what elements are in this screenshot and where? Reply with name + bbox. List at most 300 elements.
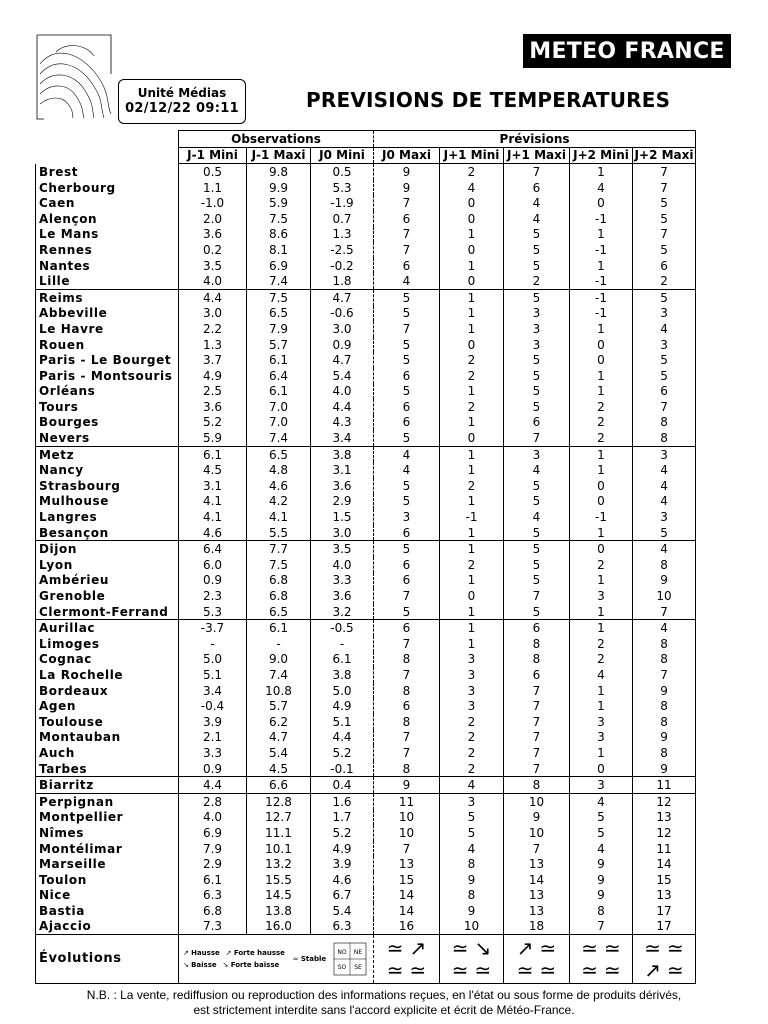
- temperature-cell: 5.1: [179, 667, 247, 683]
- temperature-cell: 6: [504, 667, 570, 683]
- temperature-cell: 4: [374, 273, 440, 289]
- temperature-cell: 2: [440, 730, 504, 746]
- temperature-cell: 1: [440, 494, 504, 510]
- table-row: [36, 211, 696, 227]
- unit-info-box: [118, 79, 246, 124]
- temperature-cell: 7.5: [247, 289, 311, 305]
- temperature-cell: 2: [440, 399, 504, 415]
- temperature-cell: 8: [374, 652, 440, 668]
- table-row: [36, 462, 696, 478]
- temperature-cell: 5.3: [179, 604, 247, 620]
- city-name: Nîmes: [36, 825, 179, 841]
- temperature-cell: 4.0: [179, 810, 247, 826]
- temperature-cell: 7: [374, 745, 440, 761]
- temperature-cell: 1: [440, 384, 504, 400]
- temperature-cell: 10: [633, 588, 696, 604]
- temperature-cell: 13: [504, 888, 570, 904]
- table-row: [36, 872, 696, 888]
- temperature-cell: 6.3: [179, 888, 247, 904]
- temperature-cell: 4: [440, 841, 504, 857]
- temperature-cell: 4.6: [179, 525, 247, 541]
- city-name: Nancy: [36, 462, 179, 478]
- temperature-cell: 2: [440, 478, 504, 494]
- temperature-cell: -0.6: [311, 306, 374, 322]
- temperature-cell: 12: [633, 825, 696, 841]
- temperature-cell: 5: [440, 810, 504, 826]
- temperature-cell: 3.0: [311, 525, 374, 541]
- temperature-cell: 5.1: [311, 714, 374, 730]
- temperature-cell: 3: [633, 509, 696, 525]
- temperature-cell: -3.7: [179, 620, 247, 636]
- temperature-cell: 6: [374, 399, 440, 415]
- temperature-cell: 5: [504, 557, 570, 573]
- temperature-cell: -1: [570, 211, 633, 227]
- temperature-cell: 0: [440, 337, 504, 353]
- evolution-trend-icon: ≃: [386, 936, 404, 961]
- table-row: [36, 446, 696, 462]
- temperature-cell: 4: [570, 667, 633, 683]
- temperature-cell: 3.5: [179, 258, 247, 274]
- city-name: Dijon: [36, 541, 179, 557]
- column-header: J0 Maxi: [374, 147, 440, 164]
- temperature-cell: 2.8: [179, 793, 247, 809]
- temperature-cell: 4: [504, 509, 570, 525]
- temperature-cell: 3: [570, 730, 633, 746]
- temperature-cell: 4.4: [311, 399, 374, 415]
- table-row: [36, 620, 696, 636]
- temperature-cell: -0.4: [179, 698, 247, 714]
- column-header: J+1 Maxi: [504, 147, 570, 164]
- temperature-cell: 13: [504, 856, 570, 872]
- table-row: [36, 195, 696, 211]
- table-row: [36, 588, 696, 604]
- evolution-trend-icon: ↗: [644, 958, 662, 983]
- temperature-cell: 13: [633, 888, 696, 904]
- group-header-previsions: Prévisions: [374, 131, 696, 148]
- temperature-cell: 3.9: [179, 714, 247, 730]
- temperature-cell: 1: [440, 525, 504, 541]
- temperature-cell: 7.9: [247, 321, 311, 337]
- temperature-cell: 3.1: [311, 462, 374, 478]
- group-header-observations: Observations: [179, 131, 374, 148]
- temperature-cell: 4: [633, 478, 696, 494]
- temperature-cell: 13.2: [247, 856, 311, 872]
- temperature-cell: 0: [570, 541, 633, 557]
- evolution-trend-icon: ≃: [516, 958, 534, 983]
- temperature-cell: 6.8: [247, 573, 311, 589]
- temperature-cell: 13.8: [247, 903, 311, 919]
- temperature-cell: 5: [374, 306, 440, 322]
- temperature-cell: 6.4: [247, 368, 311, 384]
- temperature-cell: 1: [440, 446, 504, 462]
- column-header: J-1 Maxi: [247, 147, 311, 164]
- table-row: [36, 683, 696, 699]
- page-title: PREVISIONS DE TEMPERATURES: [306, 88, 671, 112]
- temperature-cell: 5: [504, 399, 570, 415]
- table-row: [36, 793, 696, 809]
- city-name: Montélimar: [36, 841, 179, 857]
- temperature-cell: 6.0: [179, 557, 247, 573]
- temperature-cell: 3.8: [311, 446, 374, 462]
- temperature-cell: 5.0: [311, 683, 374, 699]
- temperature-cell: -: [311, 636, 374, 652]
- temperature-cell: 1: [570, 321, 633, 337]
- temperature-cell: -1: [570, 509, 633, 525]
- evolution-trend-icon: ≃: [604, 936, 621, 961]
- table-row: [36, 478, 696, 494]
- temperature-cell: 3: [570, 588, 633, 604]
- city-name: Alençon: [36, 211, 179, 227]
- column-header: J+2 Maxi: [633, 147, 696, 164]
- table-row: [36, 730, 696, 746]
- city-name: Besançon: [36, 525, 179, 541]
- city-name: Clermont-Ferrand: [36, 604, 179, 620]
- temperature-cell: 1: [440, 306, 504, 322]
- temperature-cell: 5: [504, 478, 570, 494]
- temperature-cell: 0.4: [311, 777, 374, 794]
- temperature-cell: 6: [374, 415, 440, 431]
- temperature-cell: 1: [440, 462, 504, 478]
- temperature-cell: 14: [374, 888, 440, 904]
- temperature-cell: 7: [374, 227, 440, 243]
- temperature-cell: 12.7: [247, 810, 311, 826]
- temperature-cell: 4.0: [179, 273, 247, 289]
- evolution-trend-icon: ≃: [386, 958, 404, 983]
- table-row: [36, 525, 696, 541]
- temperature-cell: 15: [633, 872, 696, 888]
- temperature-cell: 0: [440, 242, 504, 258]
- evolution-trend-icon: ≃: [409, 958, 427, 983]
- city-name: Abbeville: [36, 306, 179, 322]
- temperature-cell: 4: [633, 620, 696, 636]
- temperature-cell: 5: [374, 430, 440, 446]
- temperature-cell: 6.1: [311, 652, 374, 668]
- temperature-cell: 3: [633, 306, 696, 322]
- temperature-cell: 7: [633, 164, 696, 180]
- temperature-cell: 4.4: [179, 777, 247, 794]
- temperature-cell: 7.9: [179, 841, 247, 857]
- evolution-trend-icon: ↗: [516, 936, 534, 961]
- temperature-cell: 14: [504, 872, 570, 888]
- temperature-cell: 2: [440, 761, 504, 777]
- temperature-cell: 3.4: [179, 683, 247, 699]
- temperature-cell: 2.9: [179, 856, 247, 872]
- temperature-cell: -0.1: [311, 761, 374, 777]
- temperature-cell: 3: [374, 509, 440, 525]
- table-row: [36, 604, 696, 620]
- temperature-cell: 4.0: [311, 557, 374, 573]
- temperature-cell: 4: [374, 462, 440, 478]
- temperature-cell: 7: [504, 698, 570, 714]
- temperature-cell: 3.6: [179, 227, 247, 243]
- temperature-cell: 3.3: [179, 745, 247, 761]
- temperature-cell: 1.1: [179, 180, 247, 196]
- temperature-cell: 14: [374, 903, 440, 919]
- temperature-cell: 4: [440, 777, 504, 794]
- temperature-cell: 8: [570, 903, 633, 919]
- temperature-cell: 7: [504, 714, 570, 730]
- temperature-cell: 6.8: [247, 588, 311, 604]
- temperature-cell: 4: [570, 793, 633, 809]
- temperature-cell: 3: [504, 321, 570, 337]
- table-row: [36, 573, 696, 589]
- temperature-cell: 1: [570, 462, 633, 478]
- city-name: Nevers: [36, 430, 179, 446]
- temperature-cell: 7: [374, 242, 440, 258]
- temperature-cell: 1: [440, 620, 504, 636]
- temperature-cell: 7.5: [247, 557, 311, 573]
- temperature-cell: 1: [440, 258, 504, 274]
- city-name: Lyon: [36, 557, 179, 573]
- table-row: [36, 777, 696, 794]
- temperature-cell: 2: [440, 352, 504, 368]
- temperature-cell: 8: [504, 777, 570, 794]
- temperature-cell: -2.5: [311, 242, 374, 258]
- city-name: Tarbes: [36, 761, 179, 777]
- temperature-cell: 4: [570, 841, 633, 857]
- temperature-cell: 10: [374, 810, 440, 826]
- table-row: [36, 541, 696, 557]
- temperature-cell: 6.5: [247, 446, 311, 462]
- city-name: Toulon: [36, 872, 179, 888]
- temperature-cell: 7: [504, 761, 570, 777]
- temperature-cell: 7.5: [247, 211, 311, 227]
- temperature-cell: 7: [374, 841, 440, 857]
- temperature-cell: 6: [374, 557, 440, 573]
- temperature-cell: 5: [440, 825, 504, 841]
- temperature-cell: 3.5: [311, 541, 374, 557]
- temperature-cell: 4.3: [311, 415, 374, 431]
- temperature-cell: -1.9: [311, 195, 374, 211]
- evolution-trend-icon: ≃: [604, 958, 621, 983]
- city-name: Nantes: [36, 258, 179, 274]
- temperature-cell: 9: [633, 573, 696, 589]
- temperature-cell: 6.5: [247, 306, 311, 322]
- temperature-cell: 3.6: [311, 478, 374, 494]
- temperature-cell: -1: [570, 242, 633, 258]
- temperature-cell: 9: [633, 761, 696, 777]
- evolution-trend-icon: ≃: [539, 958, 557, 983]
- temperature-cell: 2: [570, 415, 633, 431]
- city-name: Cherbourg: [36, 180, 179, 196]
- temperature-cell: 7.4: [247, 667, 311, 683]
- temperature-cell: 7: [570, 919, 633, 935]
- temperature-cell: 7: [504, 683, 570, 699]
- temperature-cell: 18: [504, 919, 570, 935]
- evolution-trend-icon: ≃: [474, 958, 492, 983]
- temperature-cell: 5: [504, 541, 570, 557]
- table-row: [36, 888, 696, 904]
- city-name: Biarritz: [36, 777, 179, 794]
- city-name: Montpellier: [36, 810, 179, 826]
- temperature-cell: -1: [440, 509, 504, 525]
- temperature-cell: 5.9: [179, 430, 247, 446]
- topographic-logo-graphic: [36, 34, 112, 120]
- temperature-cell: 3: [504, 306, 570, 322]
- city-name: Bordeaux: [36, 683, 179, 699]
- temperature-table: [35, 130, 696, 984]
- temperature-cell: 6.8: [179, 903, 247, 919]
- temperature-cell: 8: [633, 698, 696, 714]
- temperature-cell: 4: [504, 195, 570, 211]
- temperature-cell: 5: [374, 337, 440, 353]
- city-name: Le Mans: [36, 227, 179, 243]
- city-name: Nice: [36, 888, 179, 904]
- temperature-cell: 9: [633, 683, 696, 699]
- temperature-cell: 8: [504, 652, 570, 668]
- temperature-cell: 8: [374, 714, 440, 730]
- evolution-cell: [440, 935, 504, 984]
- table-row: [36, 227, 696, 243]
- temperature-cell: 7: [504, 430, 570, 446]
- temperature-cell: 5: [504, 604, 570, 620]
- brand-banner: METEO FRANCE: [523, 34, 731, 68]
- temperature-cell: 0: [570, 494, 633, 510]
- temperature-cell: 2: [570, 399, 633, 415]
- city-name: Rennes: [36, 242, 179, 258]
- temperature-cell: 6: [374, 258, 440, 274]
- temperature-cell: 1: [440, 289, 504, 305]
- temperature-cell: 4: [570, 180, 633, 196]
- temperature-cell: 4: [633, 541, 696, 557]
- temperature-cell: 2: [504, 273, 570, 289]
- temperature-cell: 5: [570, 825, 633, 841]
- rose-ne: NE: [353, 949, 363, 957]
- temperature-cell: 4.9: [179, 368, 247, 384]
- legend-hausse: ↗ Hausse: [183, 949, 220, 958]
- temperature-cell: 8: [633, 415, 696, 431]
- temperature-cell: 4.7: [311, 289, 374, 305]
- temperature-cell: 4: [633, 462, 696, 478]
- temperature-cell: 4: [633, 321, 696, 337]
- temperature-cell: 10: [440, 919, 504, 935]
- temperature-cell: 0.9: [311, 337, 374, 353]
- temperature-cell: 1: [570, 698, 633, 714]
- temperature-cell: 4: [633, 494, 696, 510]
- temperature-cell: 5: [504, 227, 570, 243]
- temperature-cell: 3.3: [311, 573, 374, 589]
- unit-label: Unité Médias: [137, 86, 227, 100]
- temperature-cell: 11.1: [247, 825, 311, 841]
- temperature-cell: 4.1: [247, 509, 311, 525]
- temperature-cell: 1: [570, 604, 633, 620]
- city-name: Ajaccio: [36, 919, 179, 935]
- temperature-cell: 5: [504, 289, 570, 305]
- temperature-cell: 8: [633, 714, 696, 730]
- temperature-cell: 1: [440, 573, 504, 589]
- temperature-cell: 8: [633, 430, 696, 446]
- temperature-cell: 3: [440, 698, 504, 714]
- temperature-cell: 5: [374, 384, 440, 400]
- temperature-cell: 5: [633, 242, 696, 258]
- temperature-cell: 4: [440, 180, 504, 196]
- temperature-cell: 5: [504, 494, 570, 510]
- temperature-cell: 0: [440, 588, 504, 604]
- evolution-trend-icon: ≃: [581, 958, 598, 983]
- table-row: [36, 430, 696, 446]
- temperature-cell: 4.9: [311, 698, 374, 714]
- temperature-cell: 9: [374, 180, 440, 196]
- temperature-cell: 6.3: [311, 919, 374, 935]
- temperature-cell: 1: [570, 384, 633, 400]
- temperature-cell: 3.0: [311, 321, 374, 337]
- table-row: [36, 337, 696, 353]
- table-row: [36, 242, 696, 258]
- table-row: [36, 903, 696, 919]
- temperature-cell: 5: [633, 211, 696, 227]
- temperature-cell: -1: [570, 289, 633, 305]
- temperature-cell: 5: [633, 195, 696, 211]
- temperature-cell: 1: [440, 415, 504, 431]
- city-name: Mulhouse: [36, 494, 179, 510]
- temperature-cell: 9: [374, 777, 440, 794]
- temperature-cell: 7: [374, 636, 440, 652]
- evolution-trend-icon: ↘: [474, 936, 492, 961]
- table-row: [36, 399, 696, 415]
- temperature-cell: 4.5: [247, 761, 311, 777]
- temperature-cell: -0.2: [311, 258, 374, 274]
- city-name: Paris - Montsouris: [36, 368, 179, 384]
- evolution-trend-icon: ≃: [667, 936, 684, 961]
- evolution-trend-icon: ≃: [667, 958, 684, 983]
- temperature-cell: 12: [633, 793, 696, 809]
- temperature-cell: 4.7: [311, 352, 374, 368]
- temperature-cell: 0.9: [179, 761, 247, 777]
- temperature-cell: 5: [633, 368, 696, 384]
- temperature-cell: 3: [633, 446, 696, 462]
- temperature-cell: 9: [374, 164, 440, 180]
- temperature-cell: 2: [440, 557, 504, 573]
- temperature-cell: 9: [440, 903, 504, 919]
- temperature-cell: 5.7: [247, 698, 311, 714]
- temperature-cell: 3.2: [311, 604, 374, 620]
- temperature-cell: 7: [504, 841, 570, 857]
- temperature-cell: 3: [440, 793, 504, 809]
- temperature-cell: -1: [570, 273, 633, 289]
- temperature-cell: 5: [504, 258, 570, 274]
- table-row: [36, 289, 696, 305]
- temperature-cell: 5: [504, 368, 570, 384]
- temperature-cell: 7.0: [247, 415, 311, 431]
- temperature-cell: 1: [570, 227, 633, 243]
- legend-stable: ≃ Stable: [292, 955, 327, 964]
- temperature-cell: 5: [633, 352, 696, 368]
- temperature-cell: 11: [633, 841, 696, 857]
- temperature-cell: 5.5: [247, 525, 311, 541]
- city-name: Orléans: [36, 384, 179, 400]
- temperature-cell: 3.6: [311, 588, 374, 604]
- temperature-cell: 6: [374, 525, 440, 541]
- temperature-cell: 5: [504, 573, 570, 589]
- city-name: Langres: [36, 509, 179, 525]
- temperature-cell: 1: [570, 446, 633, 462]
- temperature-cell: 8: [440, 888, 504, 904]
- table-row: [36, 698, 696, 714]
- temperature-cell: 13: [633, 810, 696, 826]
- table-row: [36, 273, 696, 289]
- temperature-cell: 5.2: [179, 415, 247, 431]
- temperature-cell: 10.8: [247, 683, 311, 699]
- temperature-cell: 6: [504, 180, 570, 196]
- temperature-cell: 5.7: [247, 337, 311, 353]
- evolution-trend-icon: ≃: [451, 936, 469, 961]
- city-name: Aurillac: [36, 620, 179, 636]
- temperature-cell: 3.7: [179, 352, 247, 368]
- temperature-cell: 7.3: [179, 919, 247, 935]
- temperature-cell: 4.2: [247, 494, 311, 510]
- temperature-cell: 1: [440, 604, 504, 620]
- temperature-cell: 3.9: [311, 856, 374, 872]
